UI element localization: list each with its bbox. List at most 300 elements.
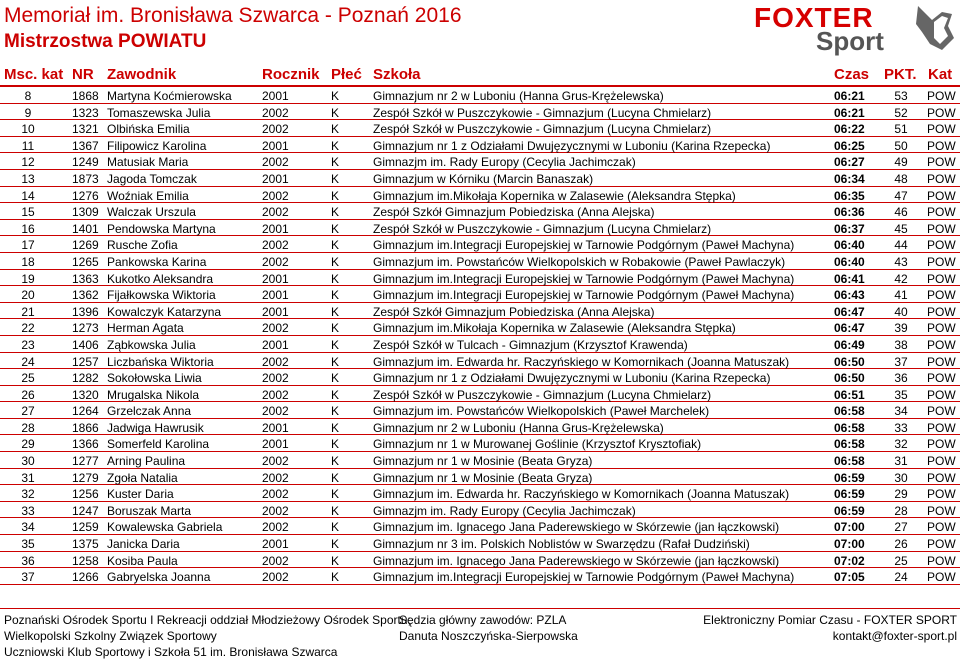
cell-plec: K [331, 221, 340, 236]
cell-kat: POW [927, 520, 956, 535]
cell-msc: 34 [21, 520, 35, 535]
cell-rocznik: 2002 [262, 404, 289, 419]
cell-pkt: 33 [894, 420, 908, 435]
cell-msc: 31 [21, 470, 35, 485]
footer-timing [703, 612, 957, 644]
cell-zawodnik: Tomaszewska Julia [107, 105, 211, 120]
cell-kat: POW [927, 288, 956, 303]
col-msc-kat: Msc. kat [4, 66, 64, 83]
cell-msc: 14 [21, 188, 35, 203]
cell-rocznik: 2002 [262, 354, 289, 369]
cell-pkt: 29 [894, 487, 908, 502]
cell-rocznik: 2002 [262, 105, 289, 120]
cell-rocznik: 2002 [262, 238, 289, 253]
cell-szkola: Gimnazjum nr 1 z Odziałami Dwujęzycznymi w Luboniu (Karina Rzepecka) [373, 138, 771, 153]
cell-zawodnik: Boruszak Marta [107, 503, 192, 518]
cell-nr: 1257 [72, 354, 99, 369]
cell-nr: 1273 [72, 321, 99, 336]
cell-szkola: Gimnazjum im.Integracji Europejskiej w Tarnowie Podgórnym (Paweł Machyna) [373, 288, 795, 303]
cell-nr: 1277 [72, 454, 99, 469]
cell-msc: 30 [21, 454, 35, 469]
cell-szkola: Gimnazjm im. Rady Europy (Cecylia Jachimczak) [373, 155, 636, 170]
cell-kat: POW [927, 238, 956, 253]
cell-nr: 1363 [72, 271, 99, 286]
event-subtitle: Mistrzostwa POWIATU [4, 31, 207, 52]
cell-zawodnik: Sokołowska Liwia [107, 371, 202, 386]
cell-czas: 07:00 [834, 537, 865, 552]
cell-rocznik: 2001 [262, 221, 289, 236]
cell-nr: 1406 [72, 337, 99, 352]
footer-referee-line: Sędzia główny zawodów: PZLA [399, 613, 567, 627]
cell-kat: POW [927, 122, 956, 137]
cell-rocznik: 2001 [262, 89, 289, 103]
cell-zawodnik: Rusche Zofia [107, 238, 178, 253]
cell-kat: POW [927, 321, 956, 336]
table-row [0, 568, 960, 585]
cell-kat: POW [927, 221, 956, 236]
cell-kat: POW [927, 205, 956, 220]
table-row [0, 469, 960, 486]
cell-zawodnik: Olbińska Emilia [107, 122, 190, 137]
cell-zawodnik: Janicka Daria [107, 537, 180, 552]
cell-msc: 32 [21, 487, 35, 502]
col-plec: Płeć [331, 66, 362, 83]
cell-czas: 06:51 [834, 387, 865, 402]
cell-nr: 1259 [72, 520, 99, 535]
cell-czas: 06:37 [834, 221, 865, 236]
cell-msc: 29 [21, 437, 35, 452]
cell-rocznik: 2001 [262, 271, 289, 286]
cell-rocznik: 2002 [262, 487, 289, 502]
cell-pkt: 39 [894, 321, 908, 336]
table-row [0, 170, 960, 187]
cell-pkt: 26 [894, 537, 908, 552]
table-row [0, 203, 960, 220]
cell-plec: K [331, 570, 340, 585]
cell-plec: K [331, 354, 340, 369]
footer-organizer-line: Poznański Ośrodek Sportu I Rekreacji oddział Młodzieżowy Ośrodek Sportu; [4, 613, 411, 627]
cell-plec: K [331, 254, 340, 269]
table-row [0, 153, 960, 170]
cell-plec: K [331, 337, 340, 352]
table-row [0, 87, 960, 104]
cell-rocznik: 2002 [262, 321, 289, 336]
cell-nr: 1401 [72, 221, 99, 236]
cell-msc: 18 [21, 254, 35, 269]
footer-contact-email[interactable]: kontakt@foxter-sport.pl [832, 629, 957, 643]
cell-czas: 06:58 [834, 454, 865, 469]
cell-pkt: 28 [894, 503, 908, 518]
cell-msc: 10 [21, 122, 35, 137]
table-row [0, 386, 960, 403]
cell-zawodnik: Jadwiga Hawrusik [107, 420, 204, 435]
cell-pkt: 50 [894, 138, 908, 153]
table-row [0, 220, 960, 237]
cell-kat: POW [927, 89, 956, 103]
cell-szkola: Zespół Szkół w Puszczykowie - Gimnazjum (Lucyna Chmielarz) [373, 105, 712, 120]
cell-zawodnik: Kukotko Aleksandra [107, 271, 214, 286]
cell-zawodnik: Kuster Daria [107, 487, 174, 502]
cell-kat: POW [927, 487, 956, 502]
cell-nr: 1276 [72, 188, 99, 203]
cell-czas: 06:27 [834, 155, 865, 170]
cell-czas: 06:40 [834, 254, 865, 269]
cell-nr: 1282 [72, 371, 99, 386]
table-row [0, 402, 960, 419]
cell-msc: 27 [21, 404, 35, 419]
cell-czas: 06:34 [834, 171, 865, 186]
cell-nr: 1396 [72, 304, 99, 319]
cell-szkola: Gimnazjum im. Powstańców Wielkopolskich (Paweł Marchelek) [373, 404, 710, 419]
cell-zawodnik: Woźniak Emilia [107, 188, 189, 203]
cell-pkt: 36 [894, 371, 908, 386]
cell-plec: K [331, 288, 340, 303]
cell-kat: POW [927, 437, 956, 452]
cell-nr: 1269 [72, 238, 99, 253]
footer-organizer-line: Wielkopolski Szkolny Związek Sportowy [4, 629, 217, 643]
table-row [0, 236, 960, 253]
cell-czas: 06:40 [834, 238, 865, 253]
cell-czas: 06:47 [834, 304, 865, 319]
results-header [0, 66, 960, 86]
table-row [0, 286, 960, 303]
cell-plec: K [331, 89, 340, 103]
cell-plec: K [331, 238, 340, 253]
col-zawodnik: Zawodnik [107, 66, 177, 83]
cell-nr: 1264 [72, 404, 99, 419]
cell-nr: 1320 [72, 387, 99, 402]
cell-kat: POW [927, 371, 956, 386]
cell-szkola: Gimnazjum im.Mikołaja Kopernika w Zalasewie (Aleksandra Stępka) [373, 188, 736, 203]
cell-msc: 23 [21, 337, 35, 352]
cell-nr: 1367 [72, 138, 99, 153]
footer-divider [0, 608, 960, 609]
cell-plec: K [331, 420, 340, 435]
footer-referee-line: Danuta Noszczyńska-Sierpowska [399, 629, 578, 643]
cell-rocznik: 2001 [262, 138, 289, 153]
cell-pkt: 47 [894, 188, 908, 203]
cell-pkt: 24 [894, 570, 908, 585]
cell-czas: 07:02 [834, 553, 865, 568]
cell-rocznik: 2002 [262, 205, 289, 220]
cell-plec: K [331, 171, 340, 186]
cell-rocznik: 2002 [262, 254, 289, 269]
cell-zawodnik: Zgoła Natalia [107, 470, 178, 485]
cell-rocznik: 2002 [262, 570, 289, 585]
col-nr: NR [72, 66, 94, 83]
cell-szkola: Gimnazjum im. Edwarda hr. Raczyńskiego w Komornikach (Joanna Matuszak) [373, 487, 790, 502]
cell-kat: POW [927, 454, 956, 469]
cell-plec: K [331, 304, 340, 319]
cell-msc: 8 [24, 89, 32, 103]
cell-msc: 12 [21, 155, 35, 170]
cell-rocznik: 2001 [262, 288, 289, 303]
table-row [0, 104, 960, 121]
col-szkola: Szkoła [373, 66, 421, 83]
cell-msc: 11 [21, 138, 35, 153]
cell-szkola: Zespół Szkół w Puszczykowie - Gimnazjum (Lucyna Chmielarz) [373, 387, 712, 402]
cell-czas: 06:59 [834, 470, 865, 485]
cell-szkola: Zespół Szkół w Puszczykowie - Gimnazjum (Lucyna Chmielarz) [373, 221, 712, 236]
cell-nr: 1321 [72, 122, 99, 137]
cell-czas: 06:36 [834, 205, 865, 220]
cell-czas: 06:58 [834, 404, 865, 419]
cell-nr: 1366 [72, 437, 99, 452]
cell-plec: K [331, 122, 340, 137]
cell-nr: 1866 [72, 420, 99, 435]
col-pkt: PKT. [884, 66, 917, 83]
cell-szkola: Gimnazjum im. Edwarda hr. Raczyńskiego w Komornikach (Joanna Matuszak) [373, 354, 790, 369]
cell-msc: 17 [21, 238, 35, 253]
cell-nr: 1375 [72, 537, 99, 552]
cell-nr: 1279 [72, 470, 99, 485]
cell-kat: POW [927, 420, 956, 435]
cell-czas: 07:00 [834, 520, 865, 535]
cell-msc: 26 [21, 387, 35, 402]
cell-szkola: Gimnazjum im.Integracji Europejskiej w Tarnowie Podgórnym (Paweł Machyna) [373, 570, 795, 585]
cell-nr: 1323 [72, 105, 99, 120]
cell-pkt: 25 [894, 553, 908, 568]
footer-referee [399, 612, 578, 644]
cell-czas: 06:58 [834, 437, 865, 452]
cell-szkola: Gimnazjum w Kórniku (Marcin Banaszak) [373, 171, 594, 186]
cell-pkt: 53 [894, 89, 908, 103]
cell-czas: 06:47 [834, 321, 865, 336]
cell-rocznik: 2001 [262, 437, 289, 452]
cell-pkt: 42 [894, 271, 908, 286]
cell-kat: POW [927, 304, 956, 319]
col-czas: Czas [834, 66, 870, 83]
cell-zawodnik: Kowalewska Gabriela [107, 520, 223, 535]
cell-msc: 24 [21, 354, 35, 369]
logo-word-foxter: FOXTER [754, 2, 874, 33]
cell-pkt: 46 [894, 205, 908, 220]
cell-kat: POW [927, 470, 956, 485]
footer-organizer-line: Uczniowski Klub Sportowy i Szkoła 51 im. Bronisława Szwarca [4, 645, 338, 659]
cell-czas: 06:49 [834, 337, 865, 352]
table-row [0, 253, 960, 270]
cell-zawodnik: Pendowska Martyna [107, 221, 216, 236]
cell-nr: 1247 [72, 503, 99, 518]
table-row [0, 518, 960, 535]
cell-zawodnik: Walczak Urszula [107, 205, 196, 220]
cell-kat: POW [927, 570, 956, 585]
cell-nr: 1249 [72, 155, 99, 170]
cell-msc: 16 [21, 221, 35, 236]
table-row [0, 270, 960, 287]
table-row [0, 303, 960, 320]
cell-msc: 9 [24, 105, 32, 120]
cell-szkola: Gimnazjm im. Rady Europy (Cecylia Jachimczak) [373, 503, 636, 518]
cell-szkola: Gimnazjum nr 1 w Mosinie (Beata Gryza) [373, 454, 593, 469]
logo-word-sport: Sport [816, 26, 884, 56]
cell-pkt: 49 [894, 155, 908, 170]
cell-msc: 21 [21, 304, 35, 319]
cell-rocznik: 2002 [262, 188, 289, 203]
cell-pkt: 51 [894, 122, 908, 137]
cell-zawodnik: Jagoda Tomczak [107, 171, 197, 186]
cell-pkt: 30 [894, 470, 908, 485]
cell-plec: K [331, 437, 340, 452]
cell-plec: K [331, 138, 340, 153]
cell-msc: 28 [21, 420, 35, 435]
cell-msc: 22 [21, 321, 35, 336]
cell-pkt: 43 [894, 254, 908, 269]
cell-plec: K [331, 553, 340, 568]
table-row [0, 552, 960, 569]
cell-pkt: 45 [894, 221, 908, 236]
cell-czas: 06:25 [834, 138, 865, 153]
cell-czas: 06:59 [834, 487, 865, 502]
table-row [0, 452, 960, 469]
cell-rocznik: 2002 [262, 387, 289, 402]
cell-msc: 13 [21, 171, 35, 186]
cell-kat: POW [927, 503, 956, 518]
cell-zawodnik: Kosiba Paula [107, 553, 178, 568]
cell-kat: POW [927, 404, 956, 419]
cell-czas: 06:41 [834, 271, 865, 286]
cell-nr: 1256 [72, 487, 99, 502]
cell-czas: 06:21 [834, 105, 865, 120]
cell-czas: 06:50 [834, 371, 865, 386]
cell-zawodnik: Somerfeld Karolina [107, 437, 210, 452]
cell-pkt: 52 [894, 105, 908, 120]
cell-zawodnik: Fijałkowska Wiktoria [107, 288, 216, 303]
cell-pkt: 27 [894, 520, 908, 535]
cell-czas: 06:22 [834, 122, 865, 137]
foxter-sport-logo [752, 2, 958, 56]
table-row [0, 485, 960, 502]
cell-kat: POW [927, 188, 956, 203]
cell-plec: K [331, 371, 340, 386]
cell-pkt: 40 [894, 304, 908, 319]
table-row [0, 120, 960, 137]
cell-kat: POW [927, 271, 956, 286]
cell-plec: K [331, 387, 340, 402]
cell-zawodnik: Liczbańska Wiktoria [107, 354, 214, 369]
cell-rocznik: 2002 [262, 553, 289, 568]
cell-zawodnik: Herman Agata [107, 321, 184, 336]
cell-kat: POW [927, 254, 956, 269]
cell-czas: 06:59 [834, 503, 865, 518]
cell-rocznik: 2002 [262, 470, 289, 485]
cell-msc: 25 [21, 371, 35, 386]
cell-szkola: Gimnazjum nr 2 w Luboniu (Hanna Grus-Krężelewska) [373, 89, 664, 103]
cell-pkt: 37 [894, 354, 908, 369]
cell-szkola: Gimnazjum nr 1 w Mosinie (Beata Gryza) [373, 470, 593, 485]
cell-plec: K [331, 537, 340, 552]
cell-czas: 06:43 [834, 288, 865, 303]
cell-kat: POW [927, 354, 956, 369]
fox-head-icon [912, 4, 956, 54]
cell-msc: 33 [21, 503, 35, 518]
cell-msc: 19 [21, 271, 35, 286]
cell-zawodnik: Filipowicz Karolina [107, 138, 207, 153]
footer-organizers [4, 612, 411, 660]
cell-szkola: Gimnazjum im.Mikołaja Kopernika w Zalasewie (Aleksandra Stępka) [373, 321, 736, 336]
cell-kat: POW [927, 553, 956, 568]
table-row [0, 187, 960, 204]
footer-timing-line: Elektroniczny Pomiar Czasu - FOXTER SPORT [703, 613, 957, 627]
cell-nr: 1873 [72, 171, 99, 186]
cell-rocznik: 2001 [262, 537, 289, 552]
cell-plec: K [331, 520, 340, 535]
cell-szkola: Zespół Szkół Gimnazjum Pobiedziska (Anna Alejska) [373, 205, 655, 220]
cell-rocznik: 2002 [262, 155, 289, 170]
cell-plec: K [331, 487, 340, 502]
cell-zawodnik: Pankowska Karina [107, 254, 207, 269]
cell-zawodnik: Arning Paulina [107, 454, 186, 469]
cell-kat: POW [927, 171, 956, 186]
cell-szkola: Zespół Szkół w Puszczykowie - Gimnazjum (Lucyna Chmielarz) [373, 122, 712, 137]
table-row [0, 419, 960, 436]
cell-kat: POW [927, 337, 956, 352]
cell-msc: 37 [21, 570, 35, 585]
cell-szkola: Gimnazjum im.Integracji Europejskiej w Tarnowie Podgórnym (Paweł Machyna) [373, 238, 795, 253]
cell-rocznik: 2001 [262, 420, 289, 435]
cell-zawodnik: Matusiak Maria [107, 155, 189, 170]
cell-rocznik: 2002 [262, 503, 289, 518]
cell-rocznik: 2001 [262, 171, 289, 186]
cell-msc: 35 [21, 537, 35, 552]
cell-szkola: Gimnazjum im. Powstańców Wielkopolskich w Robakowie (Paweł Pawlaczyk) [373, 254, 786, 269]
cell-kat: POW [927, 537, 956, 552]
cell-zawodnik: Martyna Koćmierowska [107, 89, 232, 103]
cell-rocznik: 2002 [262, 454, 289, 469]
cell-szkola: Gimnazjum nr 2 w Luboniu (Hanna Grus-Krężelewska) [373, 420, 664, 435]
cell-nr: 1362 [72, 288, 99, 303]
cell-czas: 07:05 [834, 570, 865, 585]
col-rocznik: Rocznik [262, 66, 320, 83]
cell-pkt: 32 [894, 437, 908, 452]
cell-zawodnik: Gabryelska Joanna [107, 570, 211, 585]
cell-pkt: 31 [894, 454, 908, 469]
cell-zawodnik: Mrugalska Nikola [107, 387, 200, 402]
table-row [0, 137, 960, 154]
table-row [0, 502, 960, 519]
table-row [0, 369, 960, 386]
cell-kat: POW [927, 105, 956, 120]
cell-plec: K [331, 105, 340, 120]
cell-plec: K [331, 454, 340, 469]
cell-plec: K [331, 470, 340, 485]
cell-plec: K [331, 155, 340, 170]
cell-szkola: Zespół Szkół Gimnazjum Pobiedziska (Anna Alejska) [373, 304, 655, 319]
cell-nr: 1309 [72, 205, 99, 220]
cell-szkola: Gimnazjum im. Ignacego Jana Paderewskiego w Skórzewie (jan łączkowski) [373, 553, 780, 568]
cell-plec: K [331, 404, 340, 419]
cell-czas: 06:58 [834, 420, 865, 435]
cell-msc: 20 [21, 288, 35, 303]
cell-plec: K [331, 503, 340, 518]
cell-szkola: Zespół Szkół w Tulcach - Gimnazjum (Krzysztof Krawenda) [373, 337, 688, 352]
cell-zawodnik: Grzelczak Anna [107, 404, 192, 419]
cell-pkt: 38 [894, 337, 908, 352]
cell-szkola: Gimnazjum im. Ignacego Jana Paderewskiego w Skórzewie (jan łączkowski) [373, 520, 780, 535]
cell-rocznik: 2002 [262, 371, 289, 386]
table-row [0, 535, 960, 552]
table-row [0, 319, 960, 336]
cell-plec: K [331, 321, 340, 336]
cell-plec: K [331, 271, 340, 286]
cell-rocznik: 2002 [262, 122, 289, 137]
cell-czas: 06:50 [834, 354, 865, 369]
cell-pkt: 34 [894, 404, 908, 419]
cell-kat: POW [927, 138, 956, 153]
cell-pkt: 35 [894, 387, 908, 402]
cell-zawodnik: Kowalczyk Katarzyna [107, 304, 222, 319]
cell-rocznik: 2001 [262, 337, 289, 352]
